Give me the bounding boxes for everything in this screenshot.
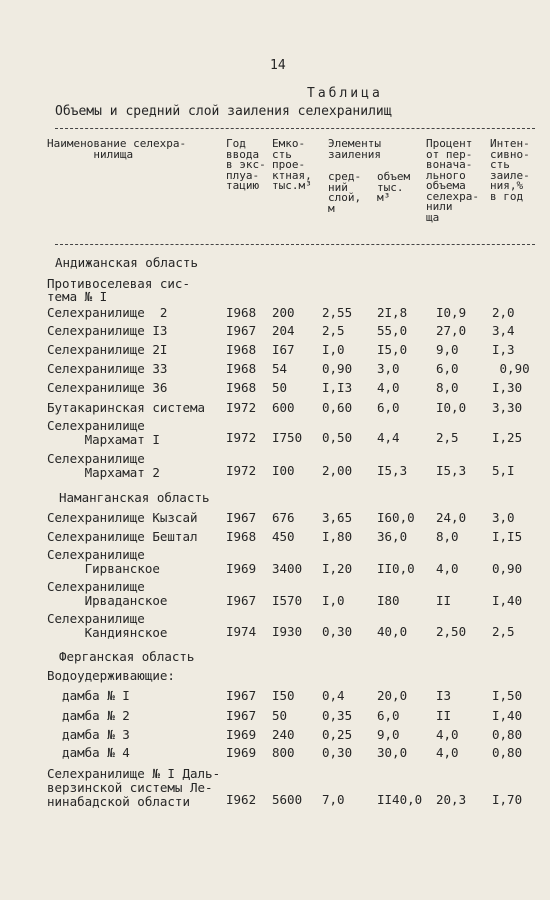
row-volume: 2I,8 — [377, 305, 408, 320]
row-name: Селехранилище I3 — [47, 323, 168, 338]
section-namangan: Наманганская область — [59, 490, 210, 505]
row-percent: II — [436, 593, 452, 608]
row-year: I972 — [226, 463, 257, 478]
row-name: дамба № 2 — [47, 708, 130, 723]
row-capacity: 240 — [272, 727, 295, 742]
row-volume: 4,4 — [377, 430, 400, 445]
row-avg-layer: 2,55 — [322, 305, 353, 320]
row-intensity: 0,90 — [492, 361, 530, 376]
row-percent: 6,0 — [436, 361, 459, 376]
row-percent: 24,0 — [436, 510, 467, 525]
row-intensity: 2,5 — [492, 624, 515, 639]
row-year: I968 — [226, 380, 257, 395]
row-name: Селехранилище Кандиянское — [47, 611, 168, 640]
row-percent: I0,0 — [436, 400, 467, 415]
row-capacity: 3400 — [272, 561, 303, 576]
row-avg-layer: 3,65 — [322, 510, 353, 525]
row-volume: 9,0 — [377, 727, 400, 742]
row-volume: I5,0 — [377, 342, 408, 357]
row-avg-layer: 0,25 — [322, 727, 353, 742]
row-year: I968 — [226, 305, 257, 320]
row-volume: 20,0 — [377, 688, 408, 703]
row-intensity: I,I5 — [492, 529, 523, 544]
row-name: дамба № 3 — [47, 727, 130, 742]
row-intensity: I,30 — [492, 380, 523, 395]
row-avg-layer: 0,50 — [322, 430, 353, 445]
row-percent: 4,0 — [436, 727, 459, 742]
row-percent: 20,3 — [436, 792, 467, 807]
row-name: Селехранилище № I Даль- верзинской системы Ле- нинабадской области — [47, 766, 221, 809]
row-avg-layer: 7,0 — [322, 792, 345, 807]
header-elements-volume: объем тыс. м³ — [377, 170, 411, 204]
row-intensity: 3,0 — [492, 510, 515, 525]
row-volume: 6,0 — [377, 708, 400, 723]
row-name: Селехранилище 33 — [47, 361, 168, 376]
row-percent: I0,9 — [436, 305, 467, 320]
section-fergana: Ферганская область — [59, 649, 195, 664]
header-elements-avg: сред- ний слой, м — [328, 170, 362, 215]
row-percent: I5,3 — [436, 463, 467, 478]
header-bottom-rule — [55, 244, 535, 245]
row-avg-layer: 0,90 — [322, 361, 353, 376]
row-volume: I80 — [377, 593, 400, 608]
row-volume: I5,3 — [377, 463, 408, 478]
row-intensity: 3,30 — [492, 400, 523, 415]
row-percent: 8,0 — [436, 380, 459, 395]
row-name: дамба № 4 — [47, 745, 130, 760]
row-volume: 40,0 — [377, 624, 408, 639]
row-capacity: 5600 — [272, 792, 303, 807]
table-top-rule — [55, 128, 535, 129]
row-percent: 8,0 — [436, 529, 459, 544]
row-capacity: I50 — [272, 688, 295, 703]
row-name: Селехранилище 2I — [47, 342, 168, 357]
row-year: I967 — [226, 593, 257, 608]
section-vodouderzh: Водоудерживающие: — [47, 668, 175, 683]
row-volume: 6,0 — [377, 400, 400, 415]
row-year: I968 — [226, 342, 257, 357]
row-avg-layer: I,20 — [322, 561, 353, 576]
table-title: Объемы и средний слой заиления селехранилищ — [55, 104, 392, 119]
row-percent: 27,0 — [436, 323, 467, 338]
row-avg-layer: 0,4 — [322, 688, 345, 703]
row-year: I967 — [226, 708, 257, 723]
row-name: Селехранилище 2 — [47, 305, 168, 320]
header-intensity: Интен- сивно- сть заиле- ния,% в год — [490, 137, 530, 203]
row-capacity: I00 — [272, 463, 295, 478]
header-percent: Процент от пер- вонача- льного объема селехра- нили ща — [426, 137, 479, 224]
row-intensity: I,70 — [492, 792, 523, 807]
row-avg-layer: 0,30 — [322, 624, 353, 639]
row-percent: I3 — [436, 688, 452, 703]
row-volume: II0,0 — [377, 561, 415, 576]
row-avg-layer: I,I3 — [322, 380, 353, 395]
header-capacity: Емко- сть прое- ктная, тыс.м³ — [272, 137, 312, 192]
row-capacity: 600 — [272, 400, 295, 415]
row-name: Селехранилище Кызсай — [47, 510, 198, 525]
row-intensity: I,25 — [492, 430, 523, 445]
row-year: I962 — [226, 792, 257, 807]
row-name: Селехранилище Мархамат I — [47, 418, 160, 447]
row-name: Селехранилище Мархамат 2 — [47, 451, 160, 480]
row-percent: 4,0 — [436, 745, 459, 760]
page-number: 14 — [270, 58, 286, 73]
row-year: I967 — [226, 510, 257, 525]
row-intensity: 3,4 — [492, 323, 515, 338]
row-intensity: 5,I — [492, 463, 515, 478]
row-volume: I60,0 — [377, 510, 415, 525]
row-capacity: 50 — [272, 380, 288, 395]
row-intensity: 0,80 — [492, 745, 523, 760]
row-intensity: I,40 — [492, 593, 523, 608]
row-avg-layer: 2,5 — [322, 323, 345, 338]
row-year: I972 — [226, 400, 257, 415]
row-name: Селехранилище Бештал — [47, 529, 198, 544]
row-intensity: 2,0 — [492, 305, 515, 320]
row-capacity: I570 — [272, 593, 303, 608]
row-name: Селехранилище Ирваданское — [47, 579, 168, 608]
row-intensity: 0,80 — [492, 727, 523, 742]
row-name: дамба № I — [47, 688, 130, 703]
row-intensity: I,50 — [492, 688, 523, 703]
row-avg-layer: I,0 — [322, 593, 345, 608]
row-percent: 9,0 — [436, 342, 459, 357]
row-intensity: 0,90 — [492, 561, 523, 576]
header-year: Год ввода в экс- плуа- тацию — [226, 137, 266, 192]
row-avg-layer: 2,00 — [322, 463, 353, 478]
row-volume: 3,0 — [377, 361, 400, 376]
row-percent: 2,50 — [436, 624, 467, 639]
row-year: I969 — [226, 727, 257, 742]
row-percent: 2,5 — [436, 430, 459, 445]
row-name: Селехранилище 36 — [47, 380, 168, 395]
row-capacity: 50 — [272, 708, 288, 723]
row-year: I968 — [226, 361, 257, 376]
row-avg-layer: 0,30 — [322, 745, 353, 760]
row-year: I974 — [226, 624, 257, 639]
section-protivosel: Противоселевая сис- тема № I — [47, 276, 190, 304]
row-percent: 4,0 — [436, 561, 459, 576]
row-volume: 4,0 — [377, 380, 400, 395]
header-name: Наименование селехра- нилища — [47, 137, 187, 161]
row-avg-layer: 0,35 — [322, 708, 353, 723]
row-avg-layer: 0,60 — [322, 400, 353, 415]
row-capacity: 450 — [272, 529, 295, 544]
row-year: I969 — [226, 561, 257, 576]
header-elements: Элементы заиления — [328, 137, 381, 161]
row-year: I969 — [226, 745, 257, 760]
row-year: I968 — [226, 529, 257, 544]
row-avg-layer: I,80 — [322, 529, 353, 544]
section-andijan: Андижанская область — [55, 255, 198, 270]
row-year: I972 — [226, 430, 257, 445]
row-intensity: I,3 — [492, 342, 515, 357]
row-capacity: 200 — [272, 305, 295, 320]
row-volume: II40,0 — [377, 792, 423, 807]
row-year: I967 — [226, 323, 257, 338]
row-percent: II — [436, 708, 452, 723]
row-capacity: I750 — [272, 430, 303, 445]
row-name: Селехранилище Гирванское — [47, 547, 160, 576]
row-volume: 55,0 — [377, 323, 408, 338]
row-capacity: 676 — [272, 510, 295, 525]
row-capacity: 800 — [272, 745, 295, 760]
row-capacity: I67 — [272, 342, 295, 357]
row-year: I967 — [226, 688, 257, 703]
row-name: Бутакаринская система — [47, 400, 206, 415]
row-intensity: I,40 — [492, 708, 523, 723]
row-volume: 36,0 — [377, 529, 408, 544]
row-avg-layer: I,0 — [322, 342, 345, 357]
row-capacity: 204 — [272, 323, 295, 338]
row-capacity: 54 — [272, 361, 288, 376]
table-label: Таблица — [307, 86, 383, 101]
row-capacity: I930 — [272, 624, 303, 639]
row-volume: 30,0 — [377, 745, 408, 760]
